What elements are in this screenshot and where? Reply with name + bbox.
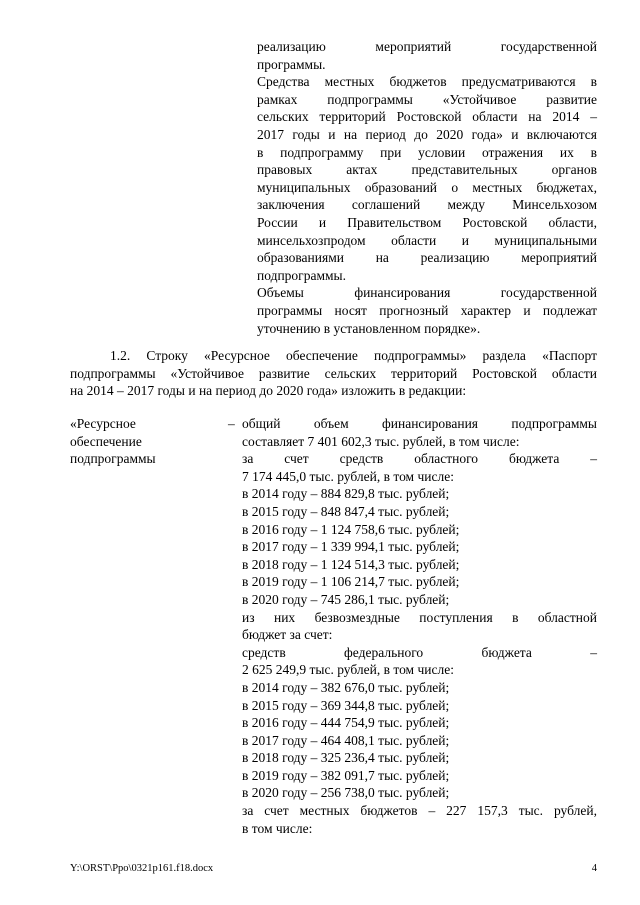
text-line: бюджет за счет: [242,627,333,643]
top-text-block [257,38,597,337]
text-line: в 2014 году – 382 676,0 тыс. рублей; [242,679,450,695]
text-line: в 2015 году – 369 344,8 тыс. рублей; [242,697,450,713]
text-line: программы носят прогнозный характер и подлежат [257,302,597,318]
text-line: программы. [257,56,326,72]
text-line: средств федерального бюджета – [242,644,597,660]
text-line: правовых актах представительных органов [257,162,597,178]
text-line: 2017 годы и на период до 2020 года» и включаются [257,126,597,142]
text-line: в 2019 году – 1 106 214,7 тыс. рублей; [242,574,460,590]
page-number: 4 [591,863,597,874]
text-line: подпрограммы. [257,267,346,283]
text-line: в 2017 году – 464 408,1 тыс. рублей; [242,732,450,748]
text-line: на 2014 – 2017 годы и на период до 2020 года» изложить в редакции: [70,383,467,399]
text-line: муниципальных образований о местных бюджетах, [257,179,597,195]
text-line: в 2020 году – 745 286,1 тыс. рублей; [242,591,450,607]
text-line: в 2016 году – 444 754,9 тыс. рублей; [242,715,450,731]
row-label [70,415,235,468]
text-line: в том числе: [242,820,313,836]
text-line: заключения соглашений между Минсельхозом [257,197,597,213]
text-line: Объемы финансирования государственной [257,285,597,301]
text-line: в 2017 году – 1 339 994,1 тыс. рублей; [242,539,460,555]
text-line: минсельхозпродом области и муниципальными [257,232,597,248]
text-line: Средства местных бюджетов предусматриваются в [257,74,597,90]
row-value [242,415,597,837]
footer-file-path: Y:\ORST\Ppo\0321p161.f18.docx [70,863,214,874]
text-line: составляет 7 401 602,3 тыс. рублей, в том числе: [242,433,520,449]
text-line: в 2015 году – 848 847,4 тыс. рублей; [242,503,450,519]
text-line: за счет местных бюджетов – 227 157,3 тыс. рублей, [242,803,597,819]
label-dash: – [228,416,235,431]
text-line: 1.2. Строку «Ресурсное обеспечение подпрограммы» раздела «Паспорт [110,348,597,363]
text-line: рамках подпрограммы «Устойчивое развитие [257,91,597,107]
text-line: 7 174 445,0 тыс. рублей, в том числе: [242,468,454,484]
text-line: уточнению в установленном порядке». [257,320,481,336]
text-line: в 2020 году – 256 738,0 тыс. рублей; [242,785,450,801]
text-line: в подпрограмму при условии отражения их в [257,144,597,160]
label-line: обеспечение [70,433,142,449]
text-line: общий объем финансирования подпрограммы [242,416,597,431]
label-line: подпрограммы [70,451,156,467]
text-line: в 2018 году – 1 124 514,3 тыс. рублей; [242,556,460,572]
text-line: в 2016 году – 1 124 758,6 тыс. рублей; [242,521,460,537]
text-line: сельских территорий Ростовской области на 2014 – [257,109,597,125]
text-line: образованиями на реализацию мероприятий [257,250,597,266]
text-line: за счет средств областного бюджета – [242,451,597,467]
label-line: «Ресурсное – [70,416,235,431]
text-line: 2 625 249,9 тыс. рублей, в том числе: [242,662,454,678]
text-line: в 2018 году – 325 236,4 тыс. рублей; [242,750,450,766]
text-line: в 2019 году – 382 091,7 тыс. рублей; [242,767,450,783]
text-line: из них безвозмездные поступления в областной [242,609,597,625]
text-line: реализацию мероприятий государственной [257,39,597,54]
paragraph-1-2 [70,347,597,400]
text-line: в 2014 году – 884 829,8 тыс. рублей; [242,486,450,502]
text-line: России и Правительством Ростовской области, [257,214,597,230]
text-line: подпрограммы «Устойчивое развитие сельских территорий Ростовской области [70,365,597,381]
